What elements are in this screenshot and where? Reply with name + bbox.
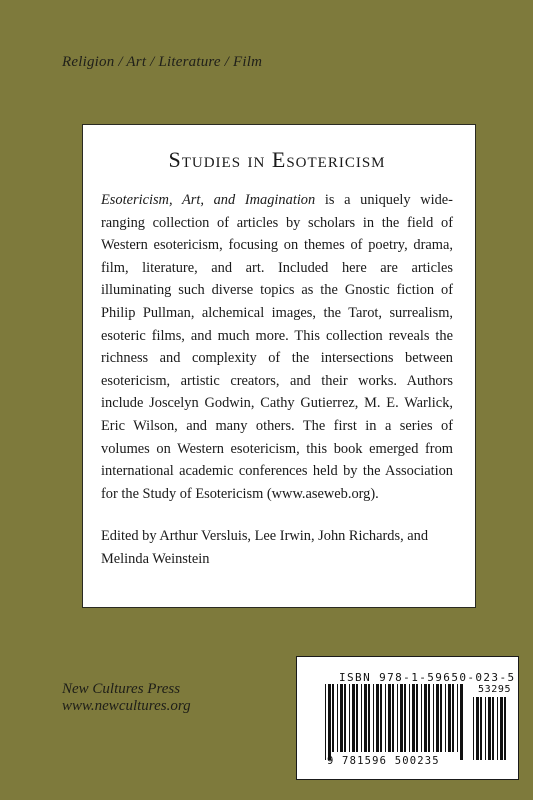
- barcode-box: [296, 656, 519, 780]
- barcode-bar: [460, 684, 463, 760]
- description-panel: [82, 124, 476, 608]
- barcode-bar: [328, 684, 331, 760]
- ean-digits: 9 781596 500235: [327, 755, 440, 767]
- barcode-bar: [497, 697, 498, 760]
- barcode-bar: [356, 684, 358, 752]
- barcode-bar: [428, 684, 430, 752]
- publisher-url: www.newcultures.org: [62, 698, 191, 714]
- book-title: Esotericism, Art, and Imagination: [101, 192, 316, 208]
- barcode-bar: [440, 684, 442, 752]
- barcode-bar: [504, 697, 506, 760]
- editors-line: Edited by Arthur Versluis, Lee Irwin, John Richards, and Melinda Weinstein: [101, 528, 429, 567]
- barcode-bar: [416, 684, 418, 752]
- category-line: Religion / Art / Literature / Film: [62, 54, 263, 70]
- barcode-bar: [488, 697, 491, 760]
- barcode-bar: [337, 684, 338, 752]
- barcode-bar: [404, 684, 406, 752]
- blurb-paragraph: [101, 189, 453, 505]
- barcode-bar: [445, 684, 446, 752]
- barcode-bar: [368, 684, 370, 752]
- barcode-bar: [344, 684, 346, 752]
- supplemental-barcode-bars: [473, 697, 511, 760]
- barcode-bar: [388, 684, 391, 752]
- barcode-bar: [500, 697, 503, 760]
- blurb-body: is a uniquely wide-ranging collection of articles by scholars in the field of Western esotericism, focusing on themes of poetry, drama, film, literature, and art. Included here are articles illuminating such diverse topics as the Gnostic fiction of Philip Pullman, alchemical images, the Tarot, surrealism, esoteric films, and much more. This collection reveals the richness and complexity of the intersections between esotericism, artistic creators, and their works. Authors include Joscelyn Godwin, Cathy Gutierrez, M. E. Warlick, Eric Wilson, and many others. The first in a series of volumes on Western esotericism, this book emerged from international academic conferences held by the Association for the Study of Esotericism (www.aseweb.org).: [101, 192, 453, 502]
- barcode-bar: [361, 684, 362, 752]
- barcode-bar: [473, 697, 474, 760]
- barcode-bar: [409, 684, 410, 752]
- barcode-bar: [392, 684, 394, 752]
- barcode-bar: [352, 684, 355, 752]
- barcode-bar: [400, 684, 403, 752]
- series-title: Studies in Esotericism: [168, 147, 386, 172]
- publisher-name: New Cultures Press: [62, 681, 181, 697]
- barcode-bar: [485, 697, 486, 760]
- barcode-bar: [480, 697, 482, 760]
- barcode-bar: [325, 684, 326, 760]
- barcode-bar: [364, 684, 367, 752]
- price-code: 53295: [478, 684, 512, 695]
- barcode-bar: [436, 684, 439, 752]
- barcode-bar: [340, 684, 343, 752]
- barcode-bar: [452, 684, 454, 752]
- barcode-bar: [412, 684, 415, 752]
- barcode-bar: [332, 684, 334, 752]
- barcode-bar: [380, 684, 382, 752]
- barcode-bar: [448, 684, 451, 752]
- barcode-bar: [373, 684, 374, 752]
- barcode-bar: [476, 697, 479, 760]
- barcode-bar: [457, 684, 458, 752]
- publisher-block: [62, 681, 191, 715]
- isbn-label: ISBN 978-1-59650-023-5: [339, 671, 516, 684]
- ean-barcode-bars: [325, 684, 465, 760]
- barcode-bar: [421, 684, 422, 752]
- barcode-bar: [433, 684, 434, 752]
- barcode-bar: [349, 684, 350, 752]
- barcode-bar: [424, 684, 427, 752]
- barcode-bar: [492, 697, 494, 760]
- barcode-bar: [397, 684, 398, 752]
- barcode-bar: [385, 684, 386, 752]
- barcode-bar: [376, 684, 379, 752]
